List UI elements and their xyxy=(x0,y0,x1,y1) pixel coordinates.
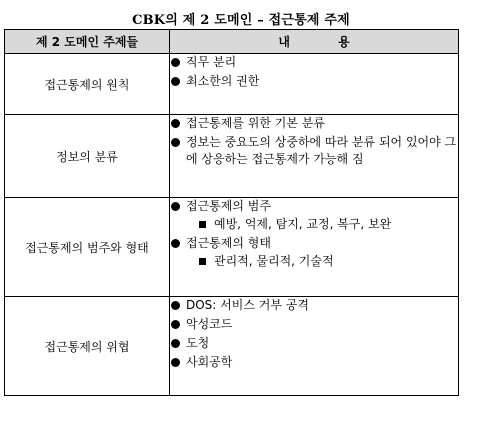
bullet-dot-icon xyxy=(171,202,180,211)
table-row xyxy=(5,198,459,297)
domain-topic-table xyxy=(4,29,459,396)
content-cell xyxy=(170,297,459,396)
table-header-row xyxy=(5,30,459,54)
bullet-dot-icon xyxy=(171,138,180,147)
list-item xyxy=(170,335,458,352)
table-row xyxy=(5,115,459,198)
item-text: 최소한의 권한 xyxy=(186,74,260,88)
content-cell xyxy=(170,54,459,115)
bullet-dot-icon xyxy=(171,58,180,67)
topic-cell: 정보의 분류 xyxy=(5,115,170,198)
list-item xyxy=(170,54,458,71)
table-row xyxy=(5,297,459,396)
bullet-list xyxy=(170,297,458,371)
sub-item-text: 관리적, 물리적, 기술적 xyxy=(214,254,334,268)
topic-cell: 접근통제의 위협 xyxy=(5,297,170,396)
item-text: 직무 분리 xyxy=(186,55,237,69)
bullet-dot-icon xyxy=(171,320,180,329)
topic-cell: 접근통제의 원칙 xyxy=(5,54,170,115)
topic-cell: 접근통제의 범주와 형태 xyxy=(5,198,170,297)
list-item xyxy=(170,115,458,132)
item-text: 악성코드 xyxy=(186,317,233,331)
bullet-dot-icon xyxy=(171,77,180,86)
sub-list-item xyxy=(198,216,458,233)
list-item xyxy=(170,134,458,168)
bullet-dot-icon xyxy=(171,239,180,248)
item-text: 접근통제의 범주 xyxy=(186,199,271,213)
square-bullet-icon xyxy=(199,258,206,265)
item-text: 사회공학 xyxy=(186,355,233,369)
bullet-dot-icon xyxy=(171,339,180,348)
list-item xyxy=(170,316,458,333)
item-text: 접근통제의 형태 xyxy=(186,236,271,250)
sub-list xyxy=(198,216,458,233)
sub-list xyxy=(198,253,458,270)
item-text: 정보는 중요도의 상중하에 따라 분류 되어 있어야 그에 상응하는 접근통제가 가능해 짐 xyxy=(186,135,457,166)
list-item xyxy=(170,198,458,233)
bullet-dot-icon xyxy=(171,119,180,128)
bullet-list xyxy=(170,54,458,90)
bullet-list xyxy=(170,115,458,168)
sub-list-item xyxy=(198,253,458,270)
table-row xyxy=(5,54,459,115)
bullet-dot-icon xyxy=(171,301,180,310)
item-text: DOS: 서비스 거부 공격 xyxy=(186,298,309,312)
sub-item-text: 예방, 억제, 탐지, 교정, 복구, 보완 xyxy=(214,217,392,231)
item-text: 도청 xyxy=(186,336,210,350)
list-item xyxy=(170,297,458,314)
list-item xyxy=(170,73,458,90)
bullet-dot-icon xyxy=(171,358,180,367)
list-item xyxy=(170,235,458,270)
header-content: 내 용 xyxy=(170,30,459,54)
content-cell xyxy=(170,115,459,198)
bullet-list xyxy=(170,198,458,270)
content-cell xyxy=(170,198,459,297)
header-topic: 제 2 도메인 주제들 xyxy=(5,30,170,54)
list-item xyxy=(170,354,458,371)
document-title: CBK의 제 2 도메인 – 접근통제 주제 xyxy=(132,13,350,28)
square-bullet-icon xyxy=(199,221,206,228)
item-text: 접근통제를 위한 기본 분류 xyxy=(186,116,325,130)
